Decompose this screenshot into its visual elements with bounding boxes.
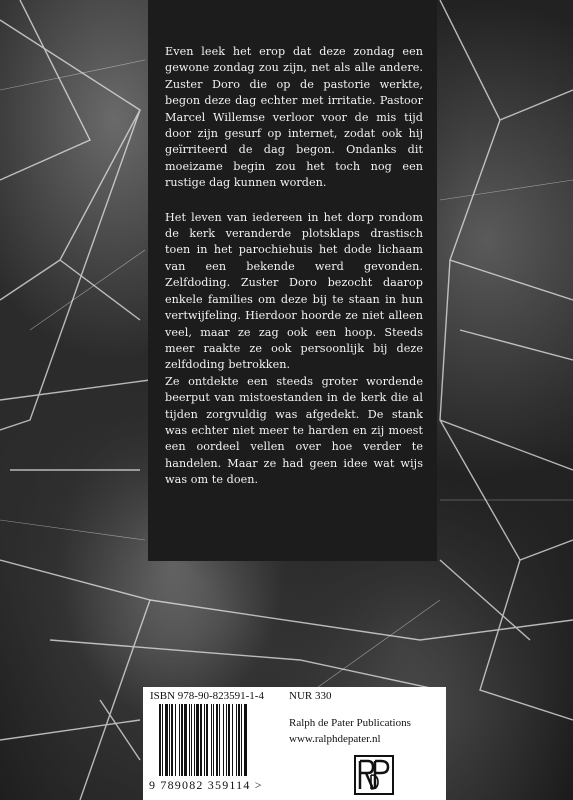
barcode-bar <box>213 704 214 776</box>
barcode-bar <box>211 704 212 776</box>
barcode-bar <box>216 704 218 776</box>
barcode-bar <box>200 704 202 776</box>
barcode-bar <box>184 704 187 776</box>
barcode-bar <box>169 704 170 776</box>
publisher-website[interactable]: www.ralphdepater.nl <box>289 733 381 745</box>
barcode-bar <box>194 704 195 776</box>
publisher-name: Ralph de Pater Publications <box>289 717 411 729</box>
barcode-digits: 9 789082 359114 > <box>149 778 263 792</box>
barcode-bar <box>179 704 180 776</box>
barcode-bar <box>191 704 192 776</box>
barcode-bar <box>228 704 230 776</box>
nur-text: NUR 330 <box>289 690 332 702</box>
barcode-bar <box>236 704 237 776</box>
blurb-panel <box>148 0 437 561</box>
barcode-bar <box>171 704 173 776</box>
barcode-bar <box>241 704 242 776</box>
publisher-logo-icon <box>354 755 394 795</box>
barcode-bar <box>175 704 176 776</box>
barcode-bar <box>206 704 208 776</box>
barcode-bar <box>223 704 224 776</box>
blurb-paragraph-3: Ze ontdekte een steeds groter wordende beerput van mistoestanden in de kerk die al tijden zorgvuldig was afgedekt. De stank was echter niet meer te harden en zij moest een oordeel vellen over hoe verder te handelen. Maar ze had geen idee wat wijs was om te doen. <box>165 374 423 487</box>
barcode-bar <box>159 704 161 776</box>
barcode-bar <box>165 704 168 776</box>
blurb-paragraph-2: Het leven van iedereen in het dorp rondom de kerk veranderde plotsklaps drastisch toen in het parochiehuis het dode lichaam van een bekende werd gevonden. Zelfdoding. Zuster Doro bezocht daarop enkele families om deze bij te staan in hun vertwijfeling. Hierdoor hoorde ze niet alleen veel, maar ze zag ook een hoop. Steeds meer raakte ze ook persoonlijk bij deze zelfdoding betrokken. <box>165 210 423 372</box>
barcode-bar <box>204 704 205 776</box>
barcode-bar <box>196 704 199 776</box>
barcode-bar <box>226 704 227 776</box>
barcode-bar <box>219 704 220 776</box>
barcode-bar <box>232 704 233 776</box>
barcode <box>157 704 282 778</box>
barcode-bar <box>244 704 247 776</box>
barcode-bar <box>238 704 240 776</box>
imprint-block <box>143 687 446 800</box>
barcode-bar <box>181 704 183 776</box>
barcode-bar <box>162 704 163 776</box>
barcode-bar <box>189 704 190 776</box>
isbn-text: ISBN 978-90-823591-1-4 <box>150 690 264 702</box>
blurb-paragraph-1: Even leek het erop dat deze zondag een gewone zondag zou zijn, net als alle andere. Zuster Doro die op de pastorie werkte, begon deze dag echter met irritatie. Pastoor Marcel Willemse verloor voor de mis tijd door zijn gesurf op internet, zodat ook hij geïrriteerd de dag begon. Ondanks dit moeizame begin zou het toch nog een rustige dag kunnen worden. <box>165 45 423 190</box>
